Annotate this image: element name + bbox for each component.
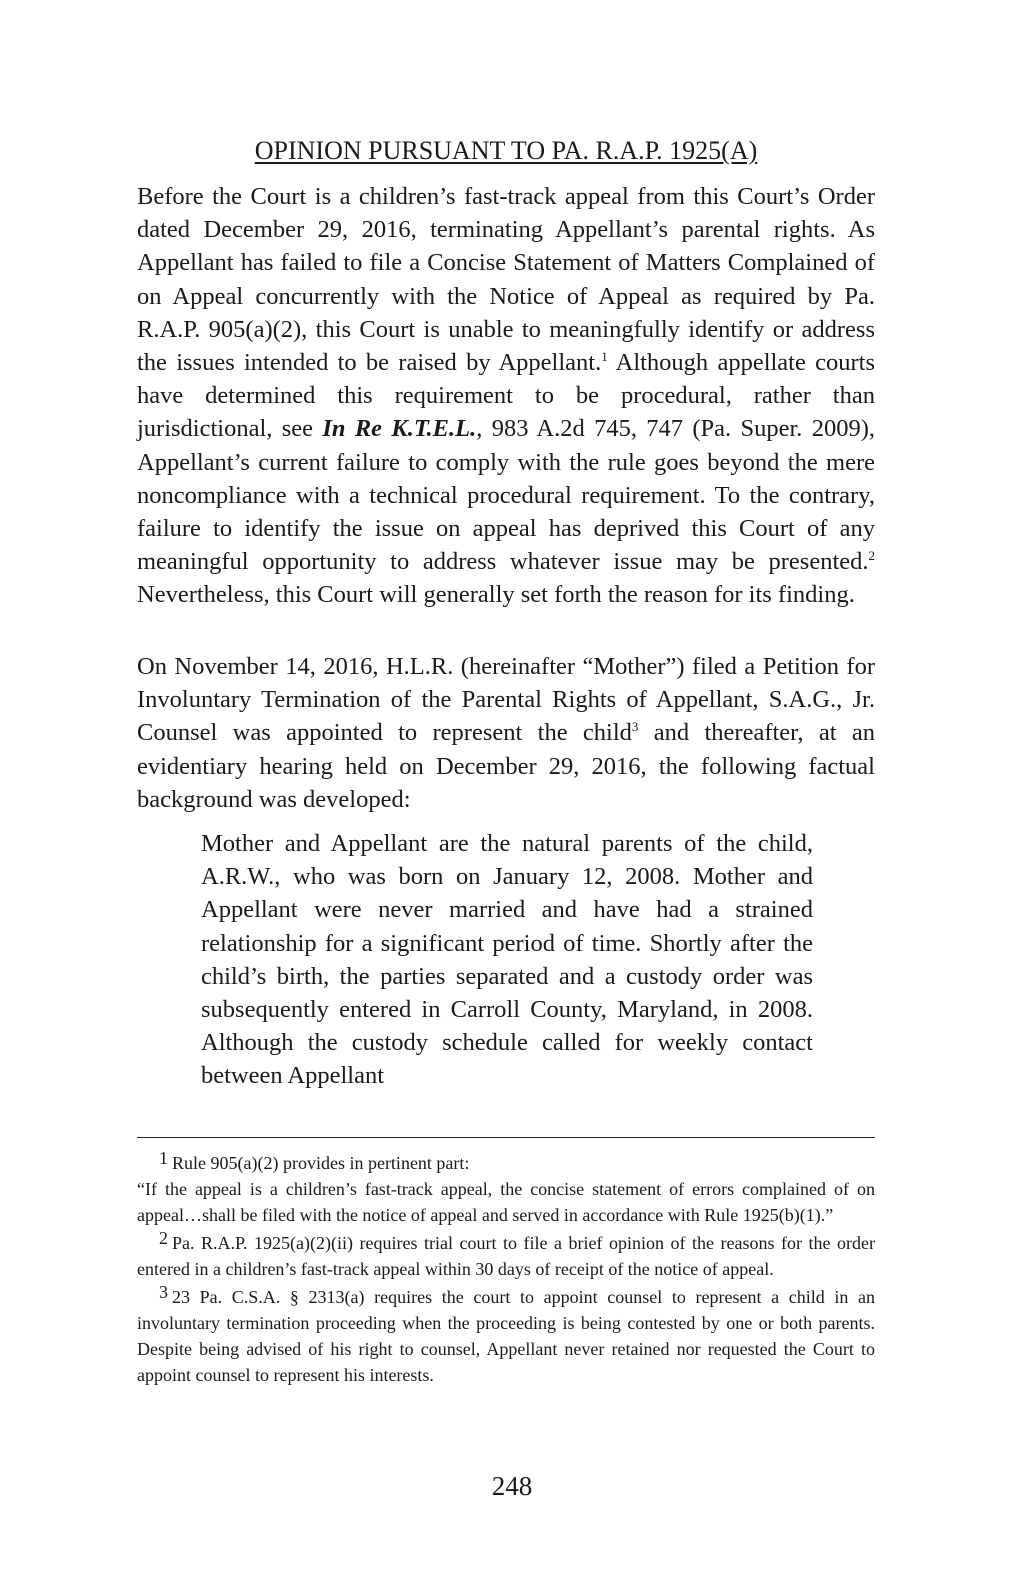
footnote-3: [137, 1284, 875, 1388]
block-quote: Mother and Appellant are the natural parents of the child, A.R.W., who was born on January 12, 2008. Mother and Appellant were never married and have had a strained relationship for a significant period of time. Shortly after the child’s birth, the parties separated and a custody order was subsequently entered in Carroll County, Maryland, in 2008. Although the custody schedule called for weekly contact between Appellant: [201, 830, 813, 1090]
paragraph-intro-text-4: Nevertheless, this Court will generally set forth the reason for its finding.: [137, 581, 855, 609]
paragraph-intro-text-2: Although appellate courts have determined this requirement to be procedural, rather than jurisdictional, see: [137, 349, 875, 443]
paragraph-intro-text-1: Before the Court is a children’s fast-track appeal from this Court’s Order dated December 29, 2016, terminating Appellant’s parental rights. As Appellant has failed to file a Concise Statement of Matters Complained of on Appeal concurrently with the Notice of Appeal as required by Pa. R.A.P. 905(a)(2), this Court is unable to meaningfully identify or address the issues intended to be raised by Appellant.: [137, 183, 875, 377]
paragraph-intro-text-3: , 983 A.2d 745, 747 (Pa. Super. 2009), Appellant’s current failure to comply with the rule goes beyond the mere noncompliance with a technical procedural requirement. To the contrary, failure to identify the issue on appeal has deprived this Court of any meaningful opportunity to address whatever issue may be presented.: [137, 415, 875, 576]
footnote-lead: Rule 905(a)(2) provides in pertinent part:: [172, 1153, 470, 1173]
paragraph-intro: [137, 180, 875, 612]
footnote-ref-2[interactable]: 2: [868, 548, 875, 564]
footnote-text: “If the appeal is a children’s fast-track appeal, the concise statement of errors complained of on appeal…shall be filed with the notice of appeal and served in accordance with Rule 1925(b)(1).”: [137, 1179, 875, 1225]
paragraph-background-text-2: and thereafter, at an evidentiary hearing held on December 29, 2016, the following factual background was developed:: [137, 719, 876, 813]
footnote-divider: [137, 1137, 875, 1138]
case-citation: In Re K.T.E.L.: [322, 415, 477, 443]
page-number: 248: [491, 1471, 533, 1501]
footnote-number: 1: [159, 1148, 168, 1168]
footnote-number: 3: [159, 1282, 168, 1302]
footnotes: [137, 1150, 875, 1390]
footnote-number: 2: [159, 1228, 168, 1248]
paragraph-background-text-1: On November 14, 2016, H.L.R. (hereinafter “Mother”) filed a Petition for Involuntary Termination of the Parental Rights of Appellant, S.A.G., Jr. Counsel was appointed to represent the child: [137, 653, 875, 747]
footnote-text: Pa. R.A.P. 1925(a)(2)(ii) requires trial court to file a brief opinion of the reasons for the order entered in a children’s fast-track appeal within 30 days of receipt of the notice of appeal.: [137, 1233, 875, 1279]
footnote-2: [137, 1230, 875, 1282]
footnote-ref-3[interactable]: 3: [631, 719, 639, 735]
opinion-heading: OPINION PURSUANT TO PA. R.A.P. 1925(A): [254, 136, 758, 165]
footnote-ref-1[interactable]: 1: [601, 349, 608, 365]
paragraph-background: [137, 650, 875, 816]
footnote-text: 23 Pa. C.S.A. § 2313(a) requires the court to appoint counsel to represent a child in an involuntary termination proceeding when the proceeding is being contested by one or both parents. Despite being advised of his right to counsel, Appellant never retained nor requested the Court to appoint counsel to represent his interests.: [137, 1287, 875, 1385]
footnote-1: [137, 1150, 875, 1228]
